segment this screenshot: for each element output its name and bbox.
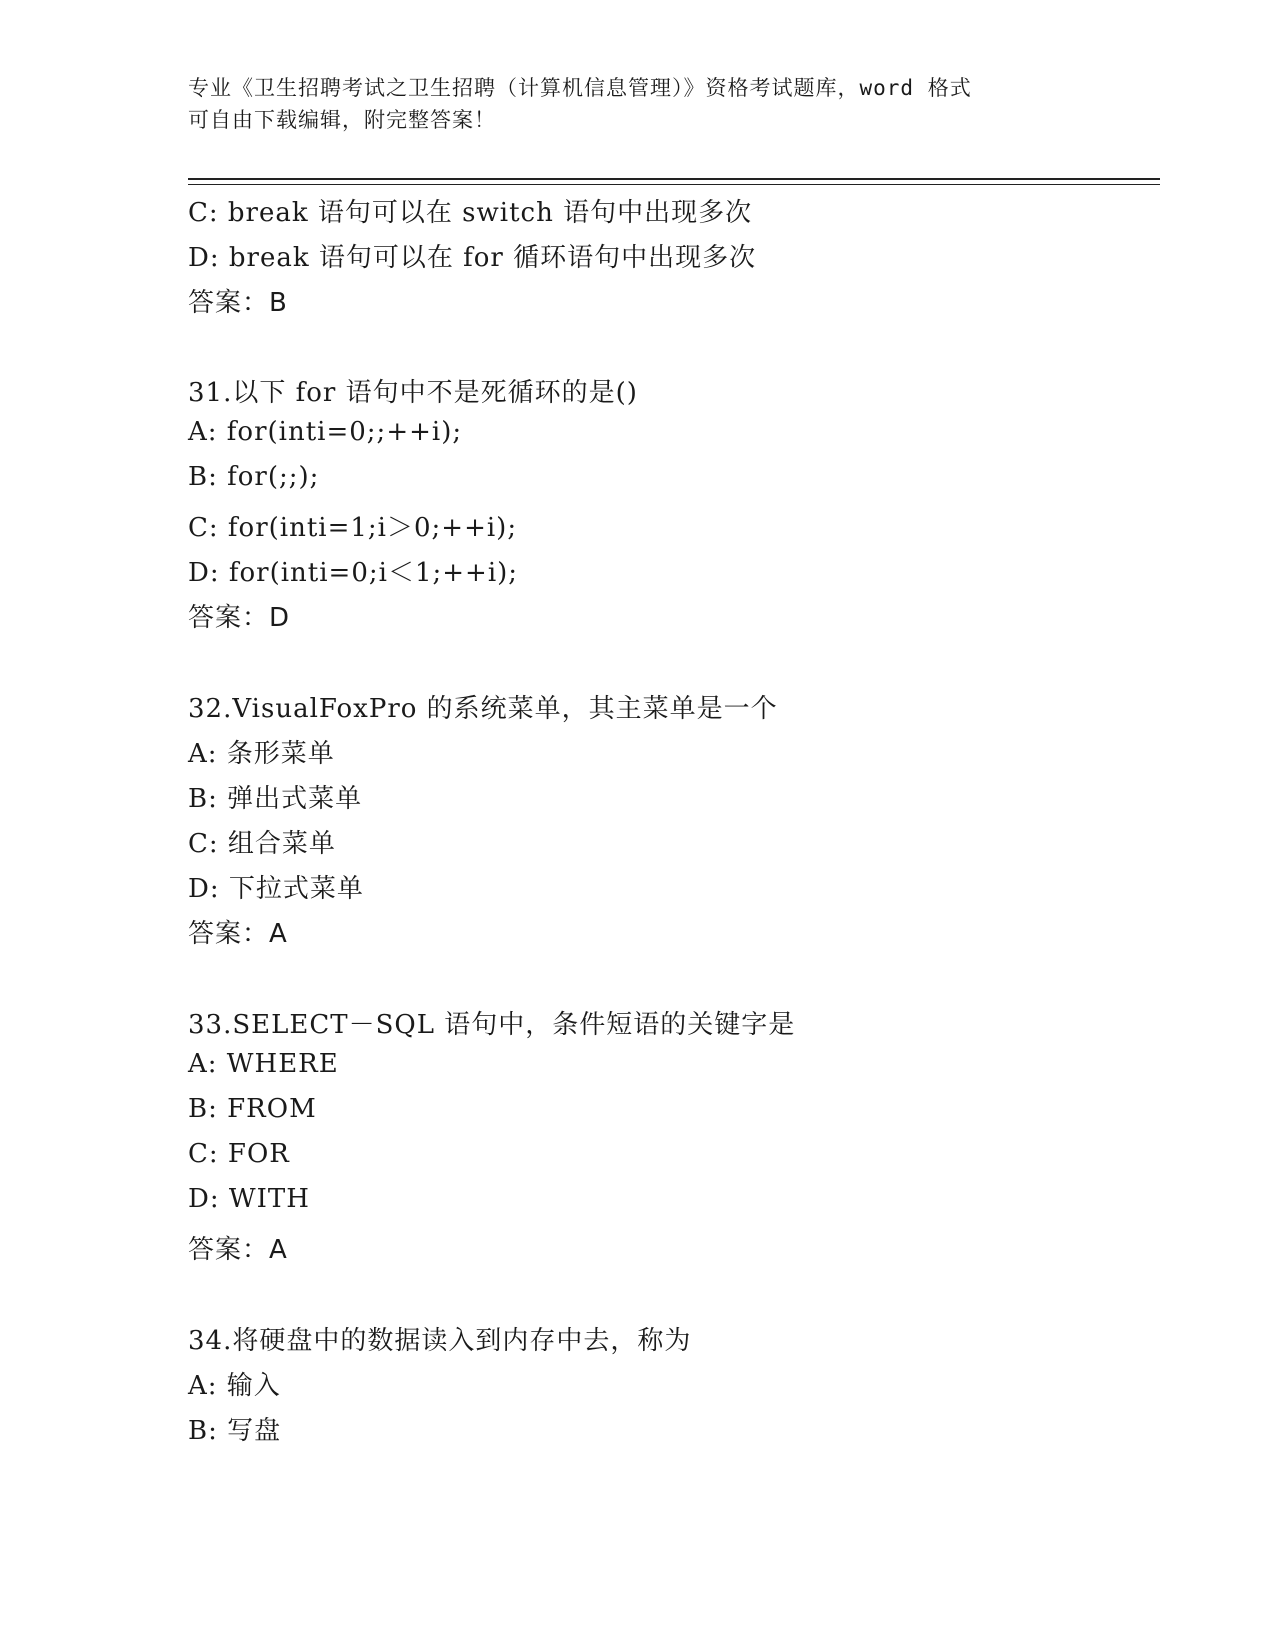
q32-option-d: D: 下拉式菜单 bbox=[188, 874, 364, 904]
q31-option-c: C: for(inti=1;i＞0;++i); bbox=[188, 513, 518, 543]
q32-option-b: B: 弹出式菜单 bbox=[188, 784, 363, 814]
header-line-2: 可自由下载编辑，附完整答案！ bbox=[188, 108, 496, 132]
q31-option-b: B: for(;;); bbox=[188, 462, 320, 492]
q34-question: 34.将硬盘中的数据读入到内存中去，称为 bbox=[188, 1326, 692, 1356]
q34-option-a: A: 输入 bbox=[188, 1371, 281, 1401]
q32-question: 32.VisualFoxPro 的系统菜单，其主菜单是一个 bbox=[188, 694, 778, 724]
q32-option-a: A: 条形菜单 bbox=[188, 739, 335, 769]
q30-answer: 答案：B bbox=[188, 288, 288, 318]
q33-option-c: C: FOR bbox=[188, 1139, 290, 1169]
header-divider-thin bbox=[188, 184, 1160, 185]
q31-option-d: D: for(inti=0;i＜1;++i); bbox=[188, 558, 519, 588]
document-header bbox=[188, 72, 1068, 136]
q33-option-a: A: WHERE bbox=[188, 1049, 339, 1079]
q34-option-b: B: 写盘 bbox=[188, 1416, 282, 1446]
q32-option-c: C: 组合菜单 bbox=[188, 829, 336, 859]
q31-answer: 答案：D bbox=[188, 603, 291, 633]
q32-answer: 答案：A bbox=[188, 919, 288, 949]
q31-question: 31.以下 for 语句中不是死循环的是() bbox=[188, 378, 638, 408]
q33-option-d: D: WITH bbox=[188, 1184, 310, 1214]
q31-option-a: A: for(inti=0;;++i); bbox=[188, 417, 463, 447]
q33-option-b: B: FROM bbox=[188, 1094, 317, 1124]
header-line-1: 专业《卫生招聘考试之卫生招聘（计算机信息管理）》资格考试题库，word 格式 bbox=[188, 76, 972, 100]
q30-option-d: D: break 语句可以在 for 循环语句中出现多次 bbox=[188, 243, 757, 273]
q30-option-c: C: break 语句可以在 switch 语句中出现多次 bbox=[188, 198, 753, 228]
q33-question: 33.SELECT－SQL 语句中，条件短语的关键字是 bbox=[188, 1010, 796, 1040]
header-divider-thick bbox=[188, 178, 1160, 180]
q33-answer: 答案：A bbox=[188, 1235, 288, 1265]
